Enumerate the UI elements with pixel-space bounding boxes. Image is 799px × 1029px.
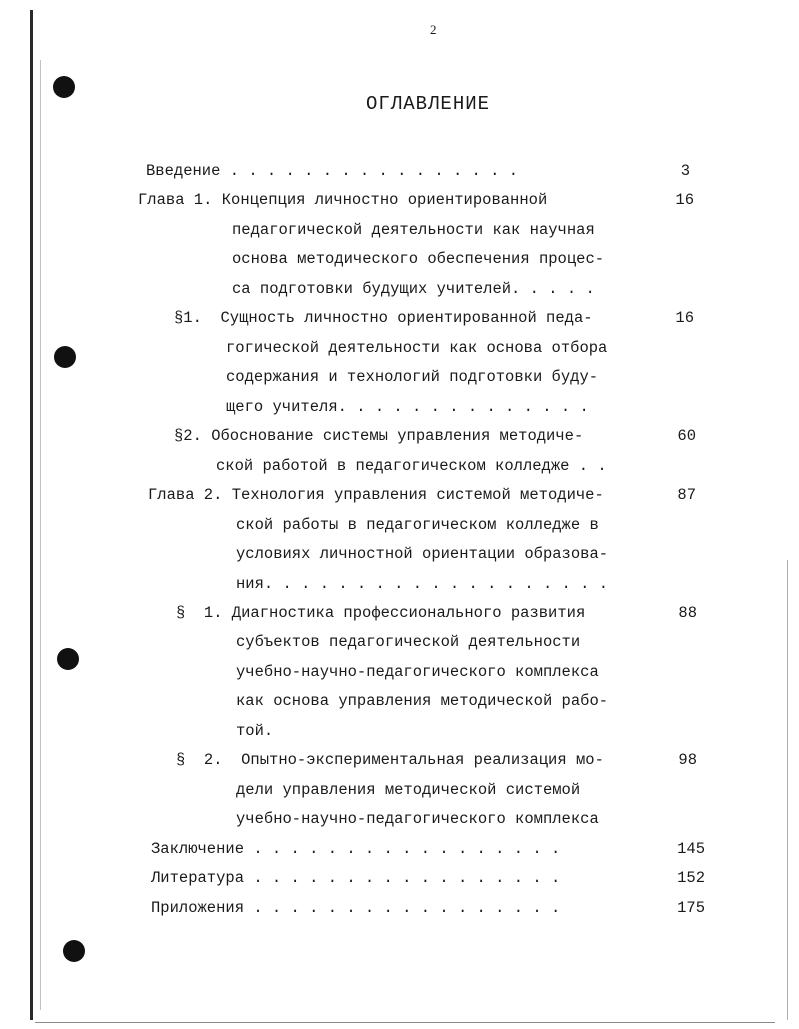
toc-page-conclusion: 145 — [677, 840, 705, 858]
toc-page-ch1-s1: 16 — [675, 309, 694, 327]
toc-chapter2-line: ния. . . . . . . . . . . . . . . . . . . — [236, 575, 609, 593]
toc-entry-conclusion: Заключение . . . . . . . . . . . . . . . . . — [151, 840, 561, 858]
toc-chapter1-line: са подготовки будущих учителей. . . . . — [232, 280, 595, 298]
toc-section-line: дели управления методической системой — [236, 781, 581, 799]
toc-page-ch1-s2: 60 — [677, 427, 696, 445]
toc-section-line: содержания и технологий подготовки буду- — [226, 368, 599, 386]
toc-section-line: как основа управления методической рабо- — [236, 692, 609, 710]
toc-chapter1-line: педагогической деятельности как научная — [232, 221, 595, 239]
toc-chapter1-line: Глава 1. Концепция личностно ориентированной — [138, 191, 548, 209]
page-bottom-edge — [35, 1022, 775, 1023]
binding-edge-line — [30, 10, 33, 1020]
toc-page-ch2-s1: 88 — [678, 604, 697, 622]
toc-section-line: §1. Сущность личностно ориентированной педа- — [174, 309, 593, 327]
toc-chapter2-line: условиях личностной ориентации образова- — [236, 545, 609, 563]
toc-section-line: гогической деятельности как основа отбора — [226, 339, 608, 357]
toc-page-ch2-s2: 98 — [678, 751, 697, 769]
page-title: ОГЛАВЛЕНИЕ — [366, 93, 491, 115]
toc-section-line: §2. Обоснование системы управления методиче- — [174, 427, 584, 445]
punch-hole-icon — [63, 940, 85, 962]
toc-entry-literature: Литература . . . . . . . . . . . . . . . . . — [151, 869, 561, 887]
toc-chapter1-line: основа методического обеспечения процес- — [232, 250, 605, 268]
toc-chapter2-line: ской работы в педагогическом колледже в — [236, 516, 599, 534]
toc-page-appendices: 175 — [677, 899, 705, 917]
toc-entry-appendices: Приложения . . . . . . . . . . . . . . . . . — [151, 899, 561, 917]
toc-section-line: той. — [236, 722, 274, 740]
toc-section-line: учебно-научно-педагогического комплекса — [236, 810, 599, 828]
punch-hole-icon — [53, 76, 75, 98]
toc-section-line: ской работой в педагогическом колледже . . — [216, 457, 607, 475]
toc-page-intro: 3 — [680, 162, 690, 180]
toc-page-chapter1: 16 — [675, 191, 694, 209]
toc-section-line: учебно-научно-педагогического комплекса — [236, 663, 599, 681]
toc-section-line: щего учителя. . . . . . . . . . . . . . — [226, 398, 589, 416]
toc-section-line: субъектов педагогической деятельности — [236, 633, 581, 651]
toc-page-chapter2: 87 — [677, 486, 696, 504]
toc-section-line: § 2. Опытно-экспериментальная реализация мо- — [176, 751, 604, 769]
page-right-edge — [787, 560, 788, 1020]
toc-page-literature: 152 — [677, 869, 705, 887]
punch-hole-icon — [57, 648, 79, 670]
scan-margin-shadow — [40, 60, 41, 1010]
toc-chapter2-line: Глава 2. Технология управления системой методиче- — [148, 486, 604, 504]
toc-section-line: § 1. Диагностика профессионального развития — [176, 604, 586, 622]
punch-hole-icon — [54, 346, 76, 368]
toc-entry-intro: Введение . . . . . . . . . . . . . . . . — [146, 162, 519, 180]
page-number: 2 — [430, 22, 437, 37]
